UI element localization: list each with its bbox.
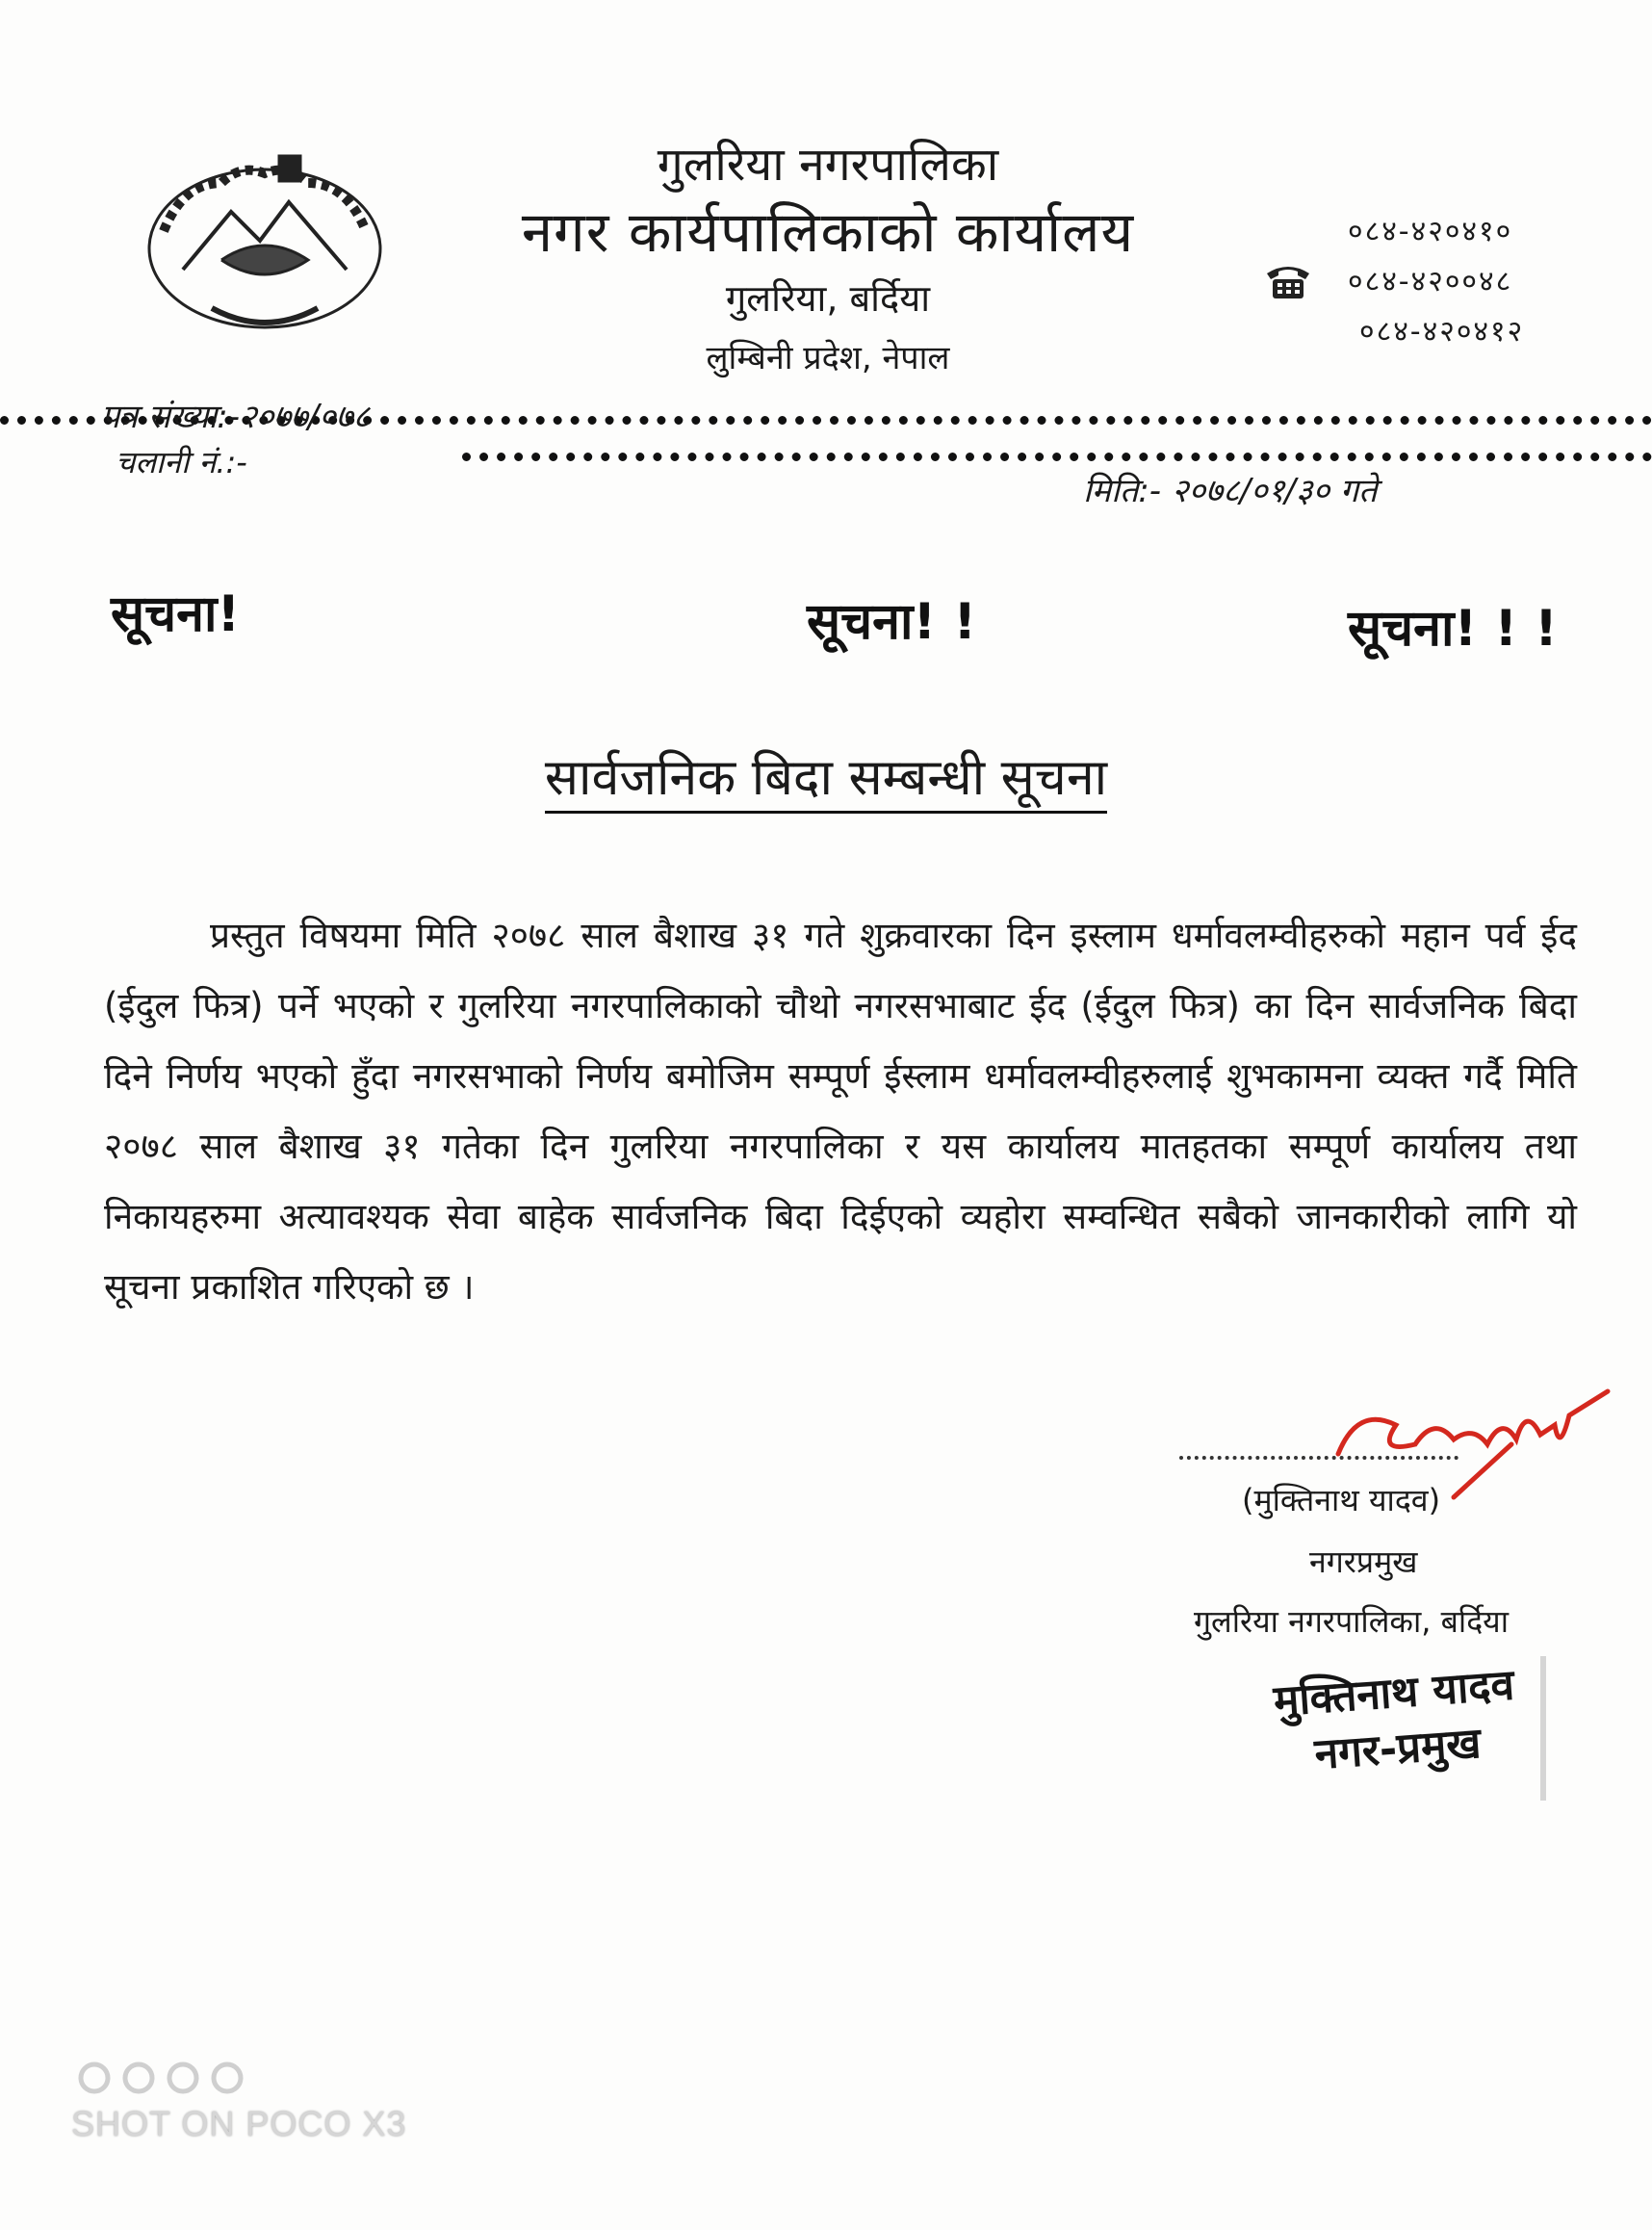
body-paragraph: प्रस्तुत विषयमा मिति २०७८ साल बैशाख ३१ गते शुक्रवारका दिन इस्लाम धर्मावलम्वीहरुको महान पर्व ईद (ईदुल फित्र) पर्ने भएको र गुलरिया नगरपालिकाको चौथो नगरसभाबाट ईद (ईदुल फित्र) का दिन सार्वजनिक बिदा दिने निर्णय भएको हुँदा नगरसभाको निर्णय बमोजिम सम्पूर्ण ईस्लाम धर्मावलम्वीहरुलाई शुभकामना व्यक्त गर्दै मिति २०७८ साल बैशाख ३१ गतेका दिन गुलरिया नगरपालिका र यस कार्यालय मातहतका सम्पूर्ण कार्यालय तथा निकायहरुमा अत्यावश्यक सेवा बाहेक सार्वजनिक बिदा दिईएको व्यहोरा सम्वन्धित सबैको जानकारीको लागि यो सूचना प्रकाशित गरिएको छ । — [104, 915, 1577, 1308]
notice-heading — [0, 741, 1652, 810]
letter-date: मिति:- २०७८/०१/३० गते — [1083, 472, 1378, 510]
office-location: गुलरिया, बर्दिया — [725, 277, 931, 320]
stamp-title: नगर-प्रमुख — [1313, 1718, 1483, 1779]
notice-label: सूचना! ! — [807, 593, 977, 651]
signatory-name: (मुक्तिनाथ यादव) — [1242, 1482, 1441, 1518]
phone-number: ०८४-४२०४१२ — [1359, 315, 1525, 349]
province-name: लुम्बिनी प्रदेश, नेपाल — [706, 339, 950, 377]
letterhead — [414, 135, 1242, 389]
telephone-icon — [1263, 260, 1313, 302]
org-name: गुलरिया नगरपालिका — [657, 138, 999, 192]
notice-label: सूचना! ! ! — [1348, 600, 1558, 658]
stamp-name: मुक्तिनाथ यादव — [1272, 1660, 1516, 1726]
challani-number: चलानी नं.:- — [116, 444, 247, 480]
government-emblem-icon — [125, 144, 404, 347]
office-name: नगर कार्यपालिकाको कार्यालय — [521, 199, 1135, 265]
stamp-border — [1540, 1656, 1546, 1801]
phone-number: ०८४-४२०४१० — [1348, 215, 1513, 248]
notice-body — [104, 900, 1577, 1322]
phone-numbers — [1348, 207, 1524, 357]
reference-number: पत्र संख्या:-२०७७/०७८ — [101, 398, 371, 436]
official-stamp — [1219, 1654, 1572, 1790]
notice-label: सूचना! — [111, 585, 241, 643]
phone-number: ०८४-४२००४८ — [1348, 265, 1513, 298]
camera-lens-icon — [71, 2059, 273, 2097]
separator-line — [462, 453, 1652, 461]
notice-heading-text: सार्वजनिक बिदा सम्बन्धी सूचना — [545, 749, 1107, 814]
camera-watermark: SHOT ON POCO X3 — [71, 2104, 407, 2143]
signatory-title: नगरप्रमुख — [1309, 1543, 1418, 1580]
signatory-organization: गुलरिया नगरपालिका, बर्दिया — [1194, 1603, 1510, 1640]
